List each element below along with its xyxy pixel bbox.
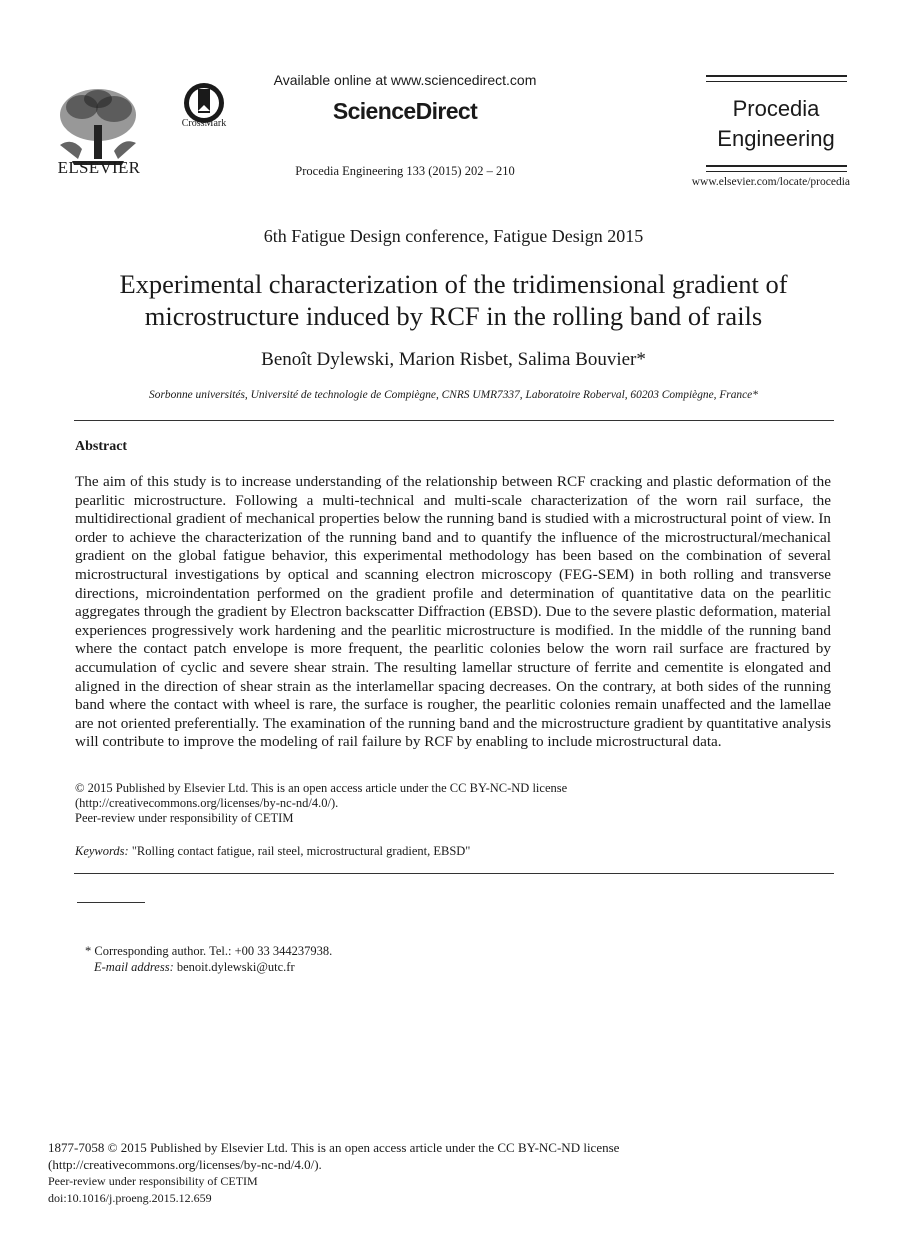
sciencedirect-wordmark: ScienceDirect: [332, 98, 478, 124]
crossmark-label: CrossMark: [181, 118, 227, 129]
section-divider: [74, 420, 834, 421]
affiliation: Sorbonne universités, Université de technologie de Compiègne, CNRS UMR7337, Laboratoire Roberval, 60203 Compiègne, France*: [149, 389, 758, 401]
authors: Benoît Dylewski, Marion Risbet, Salima Bouvier*: [261, 349, 646, 370]
footer-issn-copyright: 1877-7058 © 2015 Published by Elsevier Ltd. This is an open access article under the CC BY-NC-ND license: [48, 1140, 620, 1155]
peer-review-note: Peer-review under responsibility of CETIM: [75, 811, 294, 825]
journal-url-link[interactable]: www.elsevier.com/locate/procedia: [691, 176, 850, 188]
abstract-body: The aim of this study is to increase understanding of the relationship between RCF cracking and plastic deformation of the pearlitic microstructure. Following a multi-technical and multi-scale characterization of the worn rail surface, the multidirectional gradient of mechanical properties below the running band is studied with a microstructural point of view. In order to achieve the characterization of the running band and to quantify the influence of the microstructural/mechanical gradient on the global fatigue behavior, this experimental methodology has been based on the combination of several microstructural investigations by optical and scanning electron microscopy (FEG-SEM) in both rolling and transverse directions, microindentation performed on the gradient profile and determination of quantitative data on the pearlitic aggregates through the gradient by Electron backscatter Diffraction (EBSD). Due to the severe plastic deformation, material experiences progressively work hardening and the pearlitic microstructure is modified. In the middle of the running band where the contact patch envelope is more frequent, the pearlitic colonies below the worn rail surface are fractured by accumulation of cyclic and severe shear strain. The resulting lamellar structure of ferrite and cementite is elongated and aligned in the direction of shear strain as the interlamellar spacing decreases. On the contrary, at both sides of the running band where the contact with wheel is rare, the surface is rougher, the pearlitic colonies remain unaffected and the lamellae are not oriented preferentially. The examination of the running band and the microstructure gradient by quantitative analysis will contribute to improve the modeling of rail failure by RCF by enabling to include microstructural data.: [75, 473, 831, 751]
publisher-name: ELSEVIER: [57, 158, 141, 177]
journal-name-line2: Engineering: [717, 126, 835, 151]
conference-name: 6th Fatigue Design conference, Fatigue Design 2015: [263, 226, 644, 246]
footer-doi[interactable]: doi:10.1016/j.proeng.2015.12.659: [48, 1190, 212, 1205]
journal-name-line1: Procedia: [732, 96, 820, 121]
corresponding-author-footnote: [85, 943, 785, 975]
footnote-divider: [77, 902, 145, 903]
email-address[interactable]: benoit.dylewski@utc.fr: [173, 960, 295, 974]
footer-license-link[interactable]: (http://creativecommons.org/licenses/by-nc-nd/4.0/).: [48, 1156, 322, 1172]
copyright-notice: [75, 781, 835, 826]
journal-name: [700, 94, 852, 154]
paper-title-line1: Experimental characterization of the tridimensional gradient of: [119, 269, 788, 299]
journal-box-rule: [706, 81, 847, 82]
license-link[interactable]: (http://creativecommons.org/licenses/by-nc-nd/4.0/).: [75, 796, 339, 810]
paper-title-line2: microstructure induced by RCF in the rolling band of rails: [144, 301, 763, 331]
keywords-list: "Rolling contact fatigue, rail steel, microstructural gradient, EBSD": [128, 844, 471, 858]
paper-title: [60, 268, 847, 332]
journal-box-rule: [706, 171, 847, 172]
section-divider: [74, 873, 834, 874]
abstract-heading: Abstract: [75, 439, 128, 454]
keywords: [75, 844, 835, 859]
keywords-label: Keywords:: [75, 844, 129, 858]
journal-box-rule: [706, 75, 847, 77]
corresponding-author: * Corresponding author. Tel.: +00 33 344237938.: [85, 944, 333, 958]
journal-reference: Procedia Engineering 133 (2015) 202 – 210: [295, 164, 515, 178]
available-online-text[interactable]: Available online at www.sciencedirect.com: [273, 72, 537, 88]
page-footer: [48, 1140, 848, 1206]
email-label: E-mail address:: [94, 960, 174, 974]
copyright-line1: © 2015 Published by Elsevier Ltd. This is an open access article under the CC BY-NC-ND license: [75, 781, 568, 795]
journal-box-rule: [706, 165, 847, 167]
footer-peer-review: Peer-review under responsibility of CETIM: [48, 1174, 258, 1188]
